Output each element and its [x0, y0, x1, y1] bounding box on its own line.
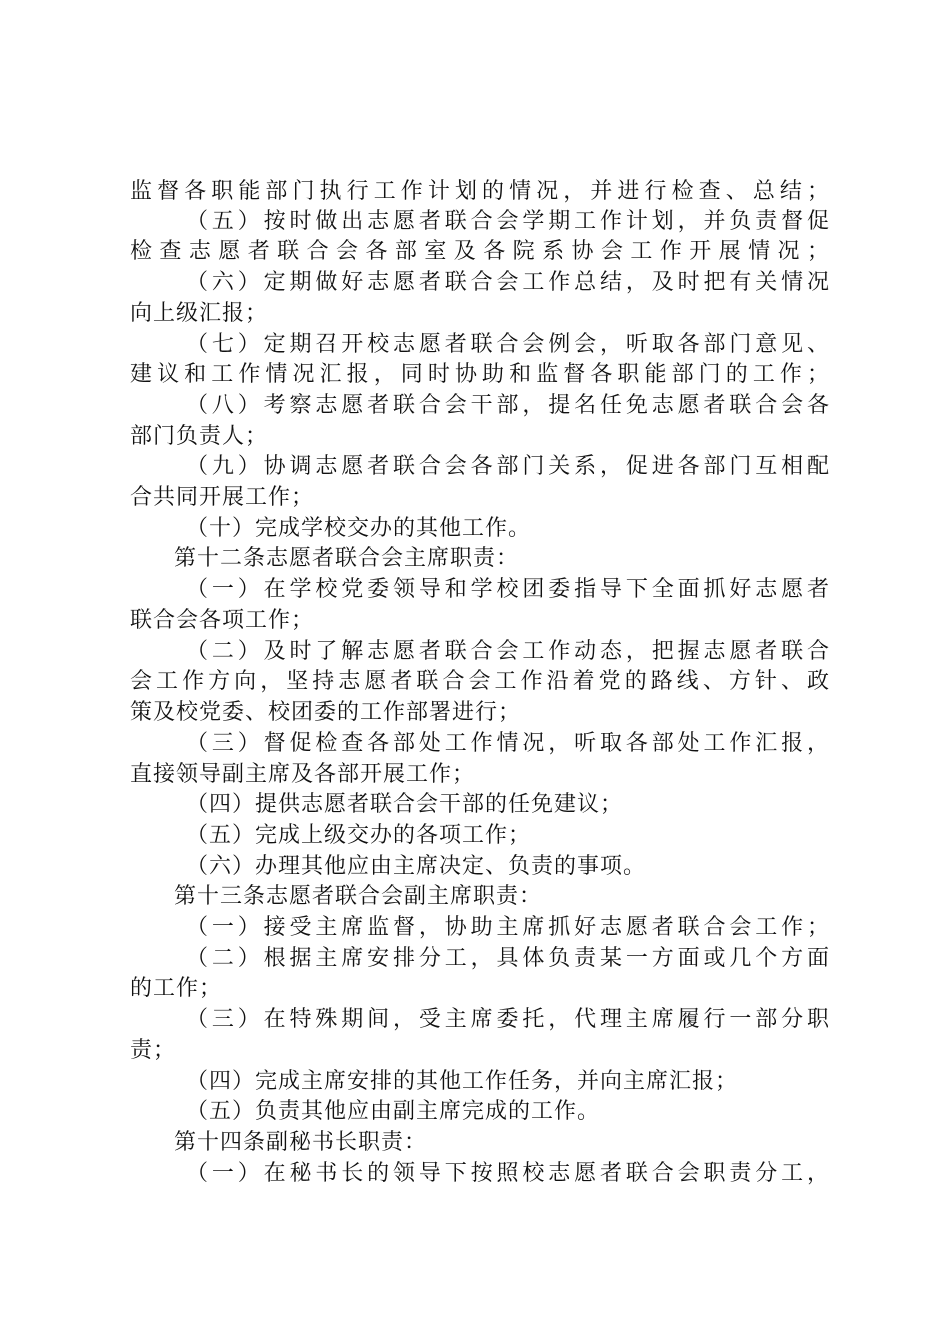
text-line: 联合会各项工作；: [130, 608, 315, 633]
text-line: （一）在秘书长的领导下按照校志愿者联合会职责分工，: [186, 1161, 830, 1186]
text-line: （六）办理其他应由主席决定、负责的事项。: [186, 854, 647, 879]
text-line: （八）考察志愿者联合会干部，提名任免志愿者联合会各: [186, 393, 830, 418]
text-line: （五）完成上级交办的各项工作；: [186, 823, 532, 848]
text-line: （一）接受主席监督，协助主席抓好志愿者联合会工作；: [186, 915, 830, 940]
text-line: （十）完成学校交办的其他工作。: [186, 516, 532, 541]
article-heading: 第十四条副秘书长职责：: [174, 1130, 428, 1155]
text-line: 的工作；: [130, 976, 223, 1001]
text-line: 检查志愿者联合会各部室及各院系协会工作开展情况；: [130, 239, 830, 264]
text-line: （七）定期召开校志愿者联合会例会，听取各部门意见、: [186, 332, 830, 357]
text-line: 直接领导副主席及各部开展工作；: [130, 762, 476, 787]
text-line: （二）及时了解志愿者联合会工作动态，把握志愿者联合: [186, 639, 830, 664]
text-line: （四）完成主席安排的其他工作任务，并向主席汇报；: [186, 1069, 739, 1094]
text-line: （五）按时做出志愿者联合会学期工作计划，并负责督促: [186, 209, 830, 234]
text-line: （三）督促检查各部处工作情况，听取各部处工作汇报，: [186, 731, 830, 756]
text-line: （三）在特殊期间，受主席委托，代理主席履行一部分职: [186, 1007, 830, 1032]
text-line: （一）在学校党委领导和学校团委指导下全面抓好志愿者: [186, 577, 830, 602]
text-line: 向上级汇报；: [130, 301, 269, 326]
article-heading: 第十三条志愿者联合会副主席职责：: [174, 884, 543, 909]
text-line: （二）根据主席安排分工，具体负责某一方面或几个方面: [186, 946, 830, 971]
text-line: 责；: [130, 1038, 177, 1063]
text-line: （四）提供志愿者联合会干部的任免建议；: [186, 792, 624, 817]
text-line: （五）负责其他应由副主席完成的工作。: [186, 1099, 601, 1124]
text-line: 策及校党委、校团委的工作部署进行；: [130, 700, 522, 725]
text-line: 建议和工作情况汇报，同时协助和监督各职能部门的工作；: [130, 362, 830, 387]
text-line: 会工作方向，坚持志愿者联合会工作沿着党的路线、方针、政: [130, 669, 830, 694]
article-heading: 第十二条志愿者联合会主席职责：: [174, 546, 520, 571]
text-line: 监督各职能部门执行工作计划的情况，并进行检查、总结；: [130, 179, 830, 204]
text-line: 部门负责人；: [130, 424, 269, 449]
text-line: 合共同开展工作；: [130, 485, 315, 510]
text-line: （六）定期做好志愿者联合会工作总结，及时把有关情况: [186, 270, 830, 295]
text-line: （九）协调志愿者联合会各部门关系，促进各部门互相配: [186, 454, 830, 479]
